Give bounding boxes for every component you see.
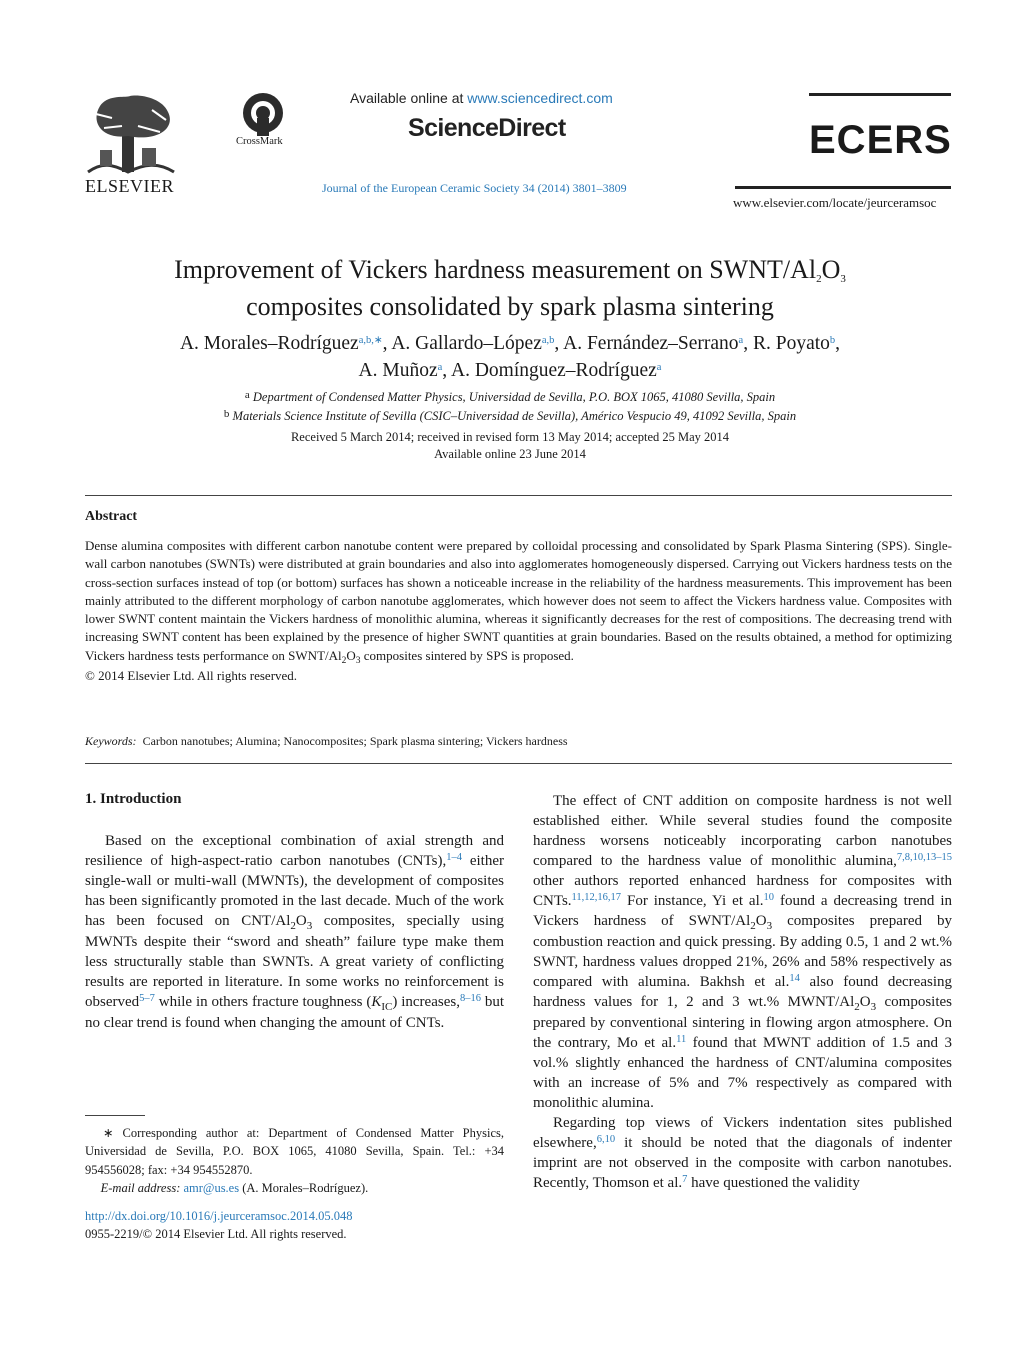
email-owner: (A. Morales–Rodríguez).: [239, 1180, 369, 1195]
body-text: O: [295, 913, 307, 929]
citation-link[interactable]: 7,8,10,13–15: [896, 852, 952, 863]
crossmark-label: CrossMark: [236, 136, 283, 147]
author-separator: ,: [442, 360, 451, 381]
author[interactable]: [563, 333, 743, 354]
sciencedirect-wordmark: ScienceDirect: [408, 114, 566, 142]
body-text: it should be noted that the diagonals of indenter imprint are not observed in the composite with carbon nanotubes. Recently, Thomson et al.: [533, 1135, 952, 1191]
body-text: composites prepared by combustion reaction and quick pressing. By adding 0.5, 1 and 2 wt.% SWNT, hardness values dropped 21%, 26% and 58% respectively as compared with alumina. Bakhsh et al.: [533, 913, 952, 990]
body-text: also found decreasing hardness values for 1, 2 and 3 wt.% MWNT/Al: [533, 974, 952, 1010]
footnote-text: Corresponding author at: Department of Condensed Matter Physics, Universidad de Sevilla, P.O. BOX 1065, 41080 Sevilla, Spain. Tel.: +34 954556028; fax: +34 954552870.: [85, 1126, 505, 1177]
crossmark-icon[interactable]: [240, 92, 286, 138]
abstract-bottom-rule: [85, 763, 952, 764]
article-dates: [60, 429, 960, 463]
affiliations: [60, 388, 960, 426]
body-text: but no clear trend is found when changing the amount of CNTs.: [85, 994, 504, 1031]
citation-link[interactable]: 11,12,16,17: [571, 892, 622, 903]
author-name: A. Domínguez–Rodríguez: [450, 360, 657, 381]
corresponding-author-footnote: [85, 1124, 504, 1197]
abstract-text: composites sintered by SPS is proposed.: [360, 647, 574, 663]
footnote-marker: ∗: [103, 1126, 114, 1140]
subscript: 2: [750, 920, 756, 932]
author[interactable]: [391, 333, 554, 354]
keywords-label: Keywords:: [85, 734, 137, 748]
ecers-bottom-rule: [735, 186, 951, 189]
body-text: composites, specially using MWNTs despite their “sword and sheath” failure type make them less structurally stable than SWNTs. A great variety of conflicting results are reported in literature. In some works no reinforcement is observed: [85, 913, 504, 1010]
author-list: [60, 330, 960, 384]
citation-link[interactable]: 1–4: [446, 852, 462, 863]
citation-link[interactable]: 14: [789, 973, 800, 984]
body-text: found a decreasing trend in Vickers hardness of SWNT/Al: [533, 893, 952, 929]
abstract-text: O: [346, 647, 356, 663]
title-text: O: [821, 255, 841, 284]
body-text: O: [755, 913, 767, 929]
author-name: A. Morales–Rodríguez: [179, 333, 359, 354]
ecers-top-rule: [809, 93, 951, 96]
body-text: found that MWNT addition of 1.5 and 3 vol.% slightly enhanced the hardness of CNT/alumina composites with an increase of 5% and 7% respectively as compared with monolithic alumina.: [533, 1035, 952, 1111]
subscript: 2: [290, 920, 296, 932]
body-text: ) increases,: [392, 994, 460, 1010]
body-column-left: [85, 831, 504, 1033]
email-link[interactable]: amr@us.es: [183, 1180, 240, 1195]
affiliation-text: Department of Condensed Matter Physics, Universidad de Sevilla, P.O. BOX 1065, 41080 Sevilla, Spain: [252, 390, 776, 404]
author-name: A. Fernández–Serrano: [563, 333, 739, 354]
body-text: have questioned the validity: [687, 1175, 860, 1191]
author[interactable]: [753, 333, 835, 354]
citation-link[interactable]: 8–16: [459, 993, 481, 1004]
body-text: Regarding top views of Vickers indentation sites published elsewhere,: [533, 1115, 952, 1151]
abstract-subscript: 3: [355, 655, 361, 666]
body-text: while in others fracture toughness (: [154, 994, 372, 1010]
subscript: 3: [306, 920, 313, 932]
author-affiliation-marks[interactable]: a: [738, 335, 744, 346]
body-text: For instance, Yi et al.: [621, 893, 764, 909]
abstract-subscript: 2: [341, 655, 347, 666]
affiliation-mark: b: [223, 408, 230, 420]
author-name: A. Muñoz: [358, 360, 438, 381]
author-name: R. Poyato: [752, 333, 830, 354]
title-subscript: 3: [840, 273, 846, 285]
abstract-top-rule: [85, 495, 952, 496]
doi-block: [85, 1207, 352, 1243]
subscript: 3: [766, 920, 773, 932]
author-separator: ,: [554, 333, 564, 354]
citation-link[interactable]: 6,10: [596, 1134, 616, 1145]
body-text: Based on the exceptional combination of axial strength and resilience of high-aspect-ratio carbon nanotubes (CNTs),: [85, 833, 504, 869]
symbol-k: K: [371, 994, 382, 1010]
abstract-body: [85, 537, 952, 685]
affiliation-mark: a: [244, 389, 250, 401]
sciencedirect-link[interactable]: www.sciencedirect.com: [467, 90, 613, 106]
author-name: A. Gallardo–López: [391, 333, 542, 354]
author-separator: ,: [382, 333, 392, 354]
elsevier-wordmark: ELSEVIER: [85, 176, 174, 196]
author[interactable]: [451, 360, 661, 381]
body-text: composites prepared by conventional sintering in flowing argon atmosphere. On the contrary, Mo et al.: [533, 994, 952, 1051]
author-affiliation-marks[interactable]: a: [437, 362, 443, 373]
body-column-right: [533, 791, 952, 1193]
affiliation: [60, 388, 960, 407]
email-label: E-mail address:: [100, 1180, 181, 1195]
author-affiliation-marks[interactable]: a: [656, 362, 662, 373]
title-subscript: 2: [816, 273, 822, 285]
body-text: either single-wall or multi-wall (MWNTs), the development of composites has been significantly promoted in the last decade. Much of the work has been focused on CNT/Al: [85, 853, 504, 929]
author-separator: ,: [835, 333, 841, 354]
received-dates: Received 5 March 2014; received in revised form 13 May 2014; accepted 25 May 2014: [290, 430, 730, 444]
citation-link[interactable]: 7: [682, 1174, 688, 1185]
author[interactable]: [180, 333, 383, 354]
subscript: 2: [854, 1001, 860, 1013]
citation-link[interactable]: 5–7: [139, 993, 155, 1004]
author-affiliation-marks[interactable]: b: [829, 335, 836, 346]
body-text: The effect of CNT addition on composite hardness is not well established either. While several studies found the composite hardness worsens noticeably incorporating carbon nanotubes compared to the hardness value of monolithic alumina,: [533, 793, 952, 869]
doi-link[interactable]: http://dx.doi.org/10.1016/j.jeurceramsoc.2014.05.048: [85, 1209, 353, 1223]
available-online: [350, 90, 613, 106]
abstract-copyright: © 2014 Elsevier Ltd. All rights reserved.: [85, 668, 298, 684]
citation-link[interactable]: 10: [763, 892, 775, 903]
author-separator: ,: [743, 333, 753, 354]
elsevier-tree-logo: [82, 92, 178, 176]
citation-link[interactable]: 11: [676, 1034, 687, 1045]
journal-homepage-link[interactable]: www.elsevier.com/locate/jeurceramsoc: [733, 195, 937, 210]
abstract-text: Dense alumina composites with different carbon nanotube content were prepared by colloidal processing and consolidated by Spark Plasma Sintering (SPS). Single-wall carbon nanotubes (SWNTs) were distributed at grain boundaries and also into agglomerates homogeneously dispersed. Carrying out Vickers hardness tests on the cross-section surfaces instead of top (or bottom) surfaces has shown a noticeable increase in the reliability of the hardness measurements. This improvement has been mainly attributed to the different morphology of carbon nanotube agglomerates, which however does not seem to affect the Vickers hardness value. Composites with lower SWNT content maintain the Vickers hardness of monolithic alumina, whereas it significantly decreases for the rest of compositions. The decreasing trend with increasing SWNT content has been explained by the presence of higher SWNT quantities at grain boundaries. Based on the results obtained, a method for optimizing Vickers hardness tests performance on SWNT/Al: [85, 538, 952, 663]
available-online-date: Available online 23 June 2014: [434, 447, 586, 461]
body-text: O: [859, 994, 871, 1010]
issn-copyright: 0955-2219/© 2014 Elsevier Ltd. All rights reserved.: [85, 1227, 347, 1241]
author-affiliation-marks[interactable]: a,b: [541, 335, 555, 346]
title-text: Improvement of Vickers hardness measurement on SWNT/Al: [174, 255, 817, 284]
journal-reference-link[interactable]: Journal of the European Ceramic Society 34 (2014) 3801–3809: [322, 181, 627, 195]
affiliation-text: Materials Science Institute of Sevilla (CSIC–Universidad de Sevilla), Américo Vespucio 49, 41092 Sevilla, Spain: [232, 409, 797, 423]
keywords-text: Carbon nanotubes; Alumina; Nanocomposites; Spark plasma sintering; Vickers hardness: [142, 734, 568, 748]
paragraph: [85, 831, 504, 1033]
body-text: other authors reported enhanced hardness for composites with CNTs.: [533, 873, 952, 909]
paragraph: [533, 1113, 952, 1193]
available-online-prefix: Available online at: [350, 90, 468, 106]
keywords: [85, 734, 568, 749]
title-text: composites consolidated by spark plasma sintering: [246, 292, 774, 321]
subscript: 3: [870, 1001, 877, 1013]
subscript: IC: [381, 1001, 393, 1013]
affiliation: [60, 407, 960, 426]
author[interactable]: [359, 360, 443, 381]
author-affiliation-marks[interactable]: a,b,∗: [358, 335, 383, 346]
abstract-heading: Abstract: [85, 509, 138, 524]
ecers-logo: ECERS: [809, 118, 952, 162]
paragraph: [533, 791, 952, 1113]
article-title: [60, 254, 960, 322]
footnote-rule: [85, 1115, 145, 1116]
section-heading-introduction: 1. Introduction: [85, 791, 182, 807]
